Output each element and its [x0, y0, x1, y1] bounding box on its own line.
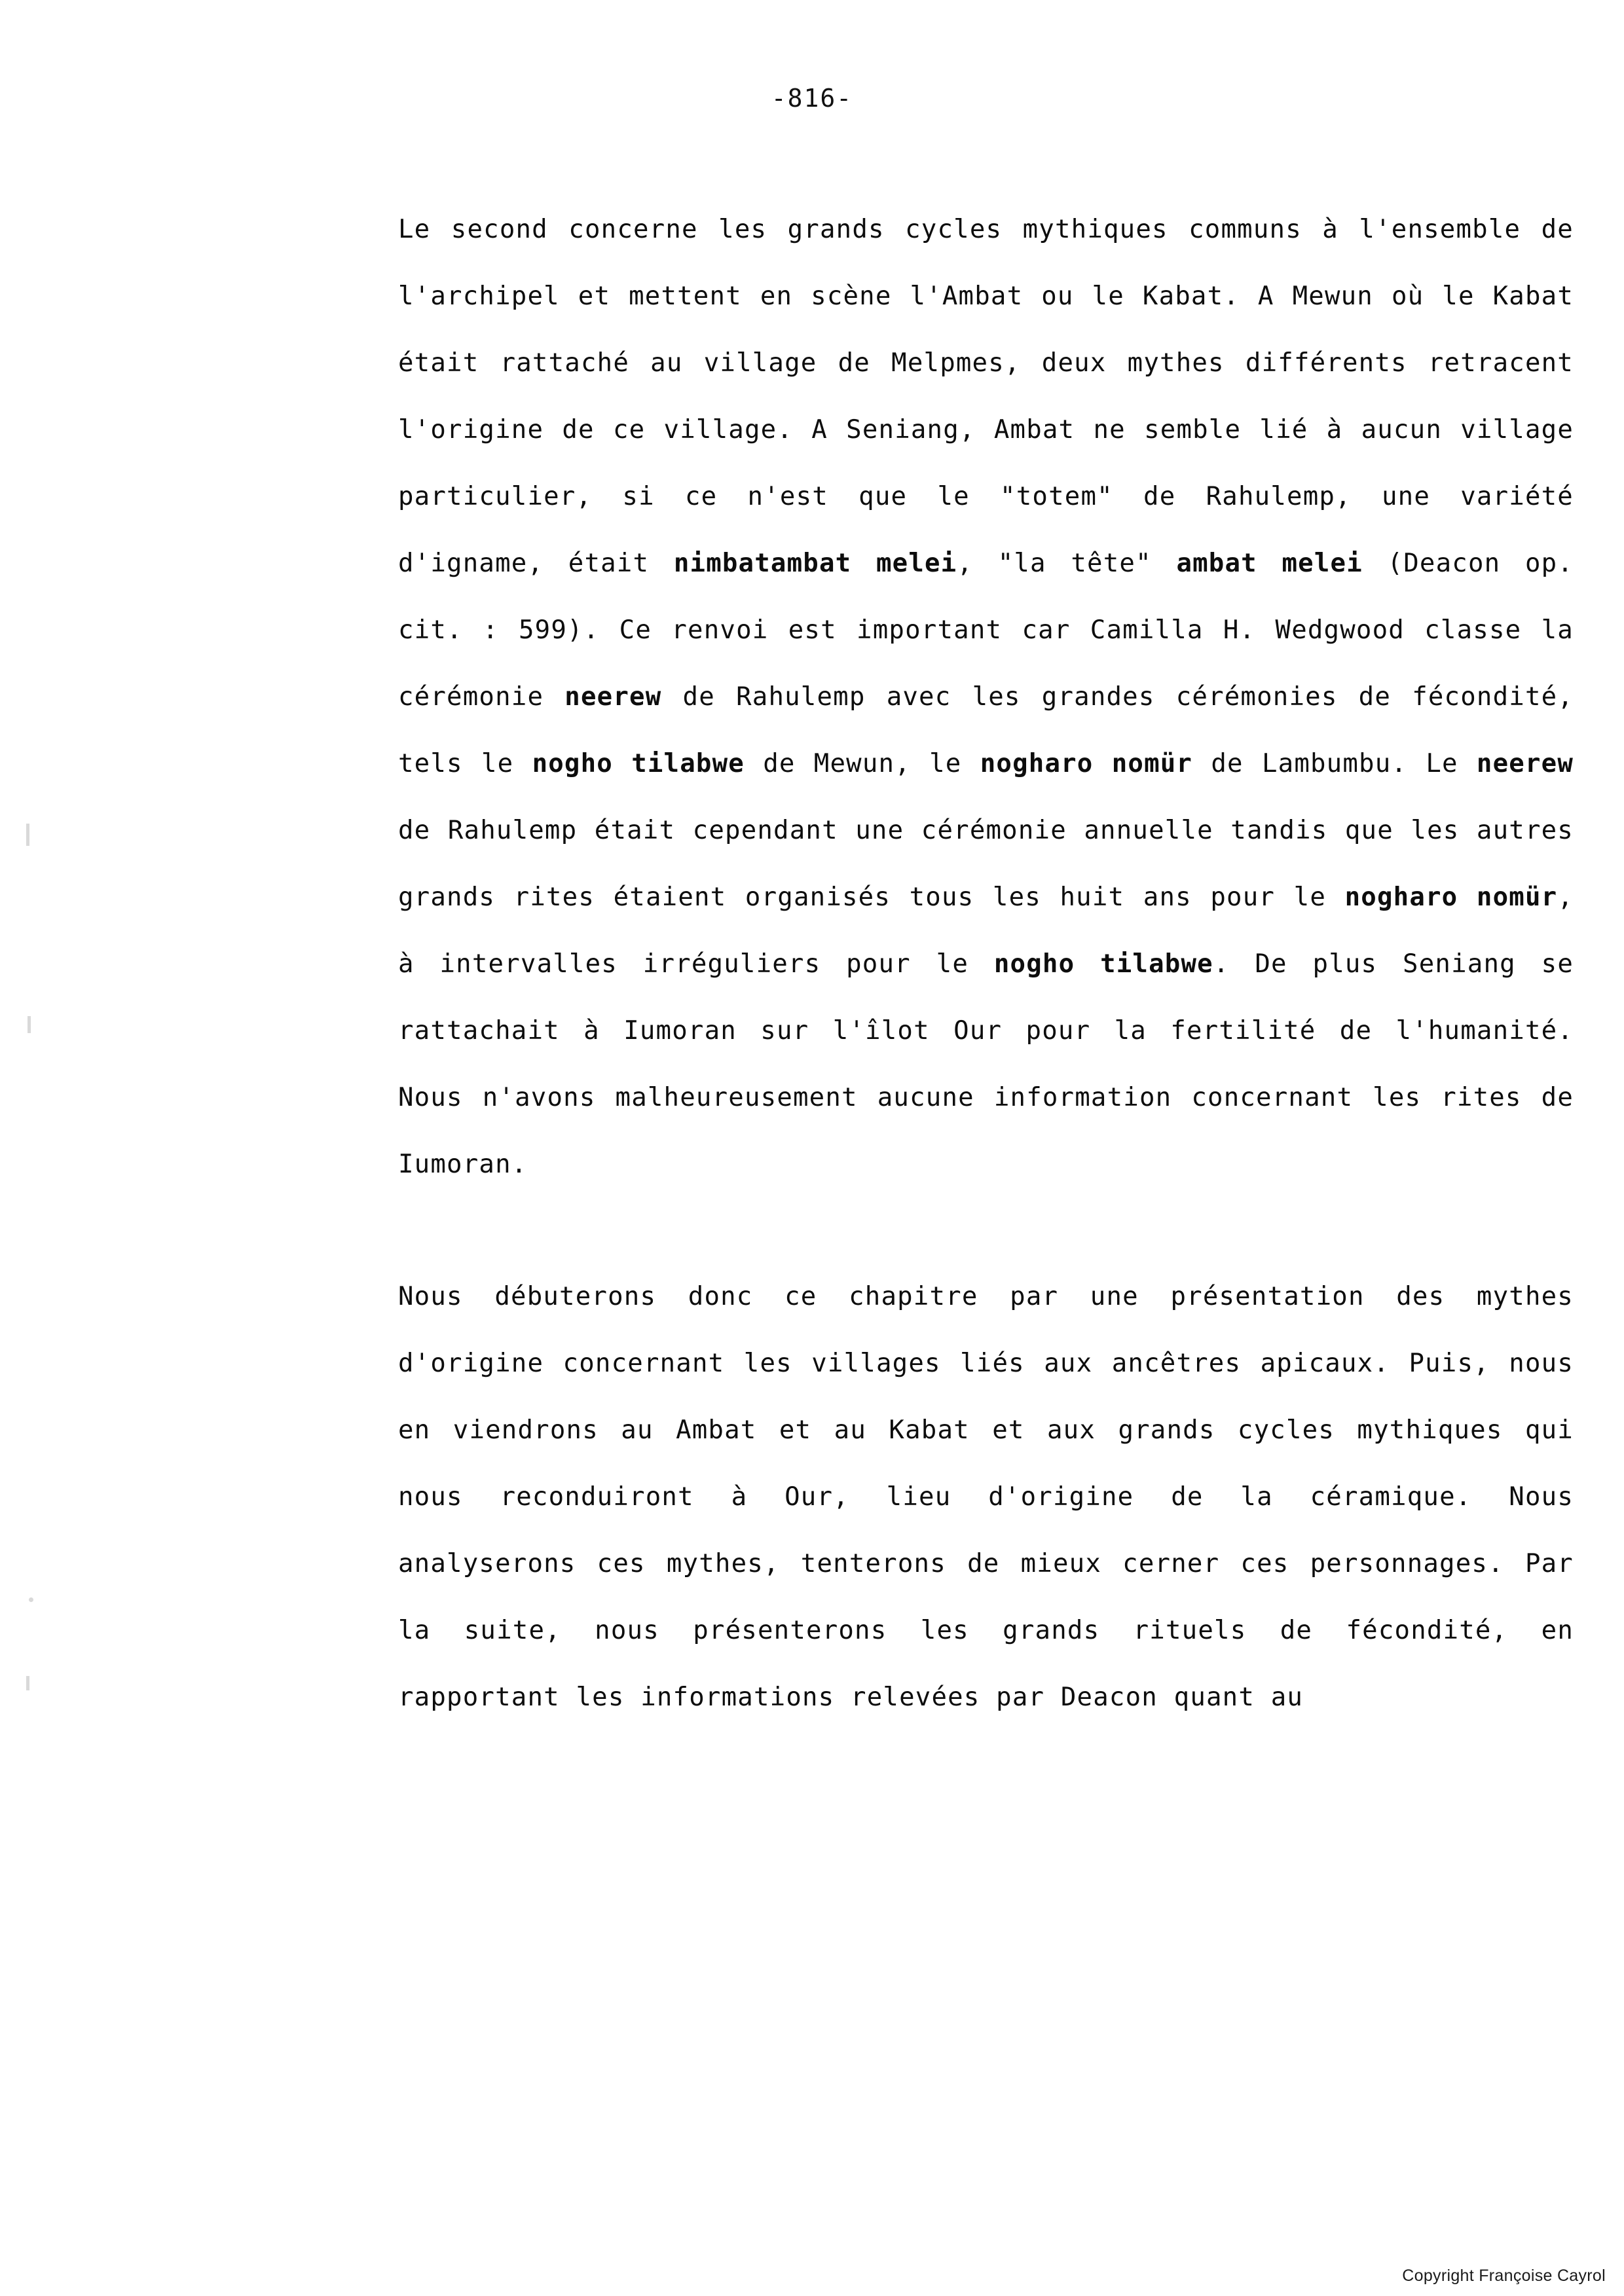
scan-artifact — [29, 1597, 33, 1602]
document-body — [398, 196, 1574, 1731]
paragraph-1: Le second concerne les grands cycles mythiques communs à l'ensemble de l'archipel et mettent en scène l'Ambat ou le Kabat. A Mewun où le Kabat était rattaché au village de Melpmes, deux mythes différents retracent l'origine de ce village. A Seniang, Ambat ne semble lié à aucun village particulier, si ce n'est que le "totem" de Rahulemp, une variété d'igname, était nimbatambat melei, "la tête" ambat melei (Deacon op. cit. : 599). Ce renvoi est important car Camilla H. Wedgwood classe la cérémonie neerew de Rahulemp avec les grandes cérémonies de fécondité, tels le nogho tilabwe de Mewun, le nogharo nomür de Lambumbu. Le neerew de Rahulemp était cependant une cérémonie annuelle tandis que les autres grands rites étaient organisés tous les huit ans pour le nogharo nomür, à intervalles irréguliers pour le nogho tilabwe. De plus Seniang se rattachait à Iumoran sur l'îlot Our pour la fertilité de l'humanité. Nous n'avons malheureusement aucune information concernant les rites de Iumoran. — [398, 215, 1574, 1179]
scan-artifact — [28, 1016, 31, 1033]
paragraph-2: Nous débuterons donc ce chapitre par une présentation des mythes d'origine concernant les villages liés aux ancêtres apicaux. Puis, nous en viendrons au Ambat et au Kabat et aux grands cycles mythiques qui nous reconduiront à Our, lieu d'origine de la céramique. Nous analyserons ces mythes, tenterons de mieux cerner ces personnages. Par la suite, nous présenterons les grands rituels de fécondité, en rapportant les informations relevées par Deacon quant au — [398, 1282, 1574, 1712]
copyright-notice: Copyright Françoise Cayrol — [1402, 2267, 1606, 2285]
scan-artifact — [26, 1676, 29, 1690]
scan-artifact — [26, 824, 29, 846]
page-number: -816- — [771, 84, 853, 113]
